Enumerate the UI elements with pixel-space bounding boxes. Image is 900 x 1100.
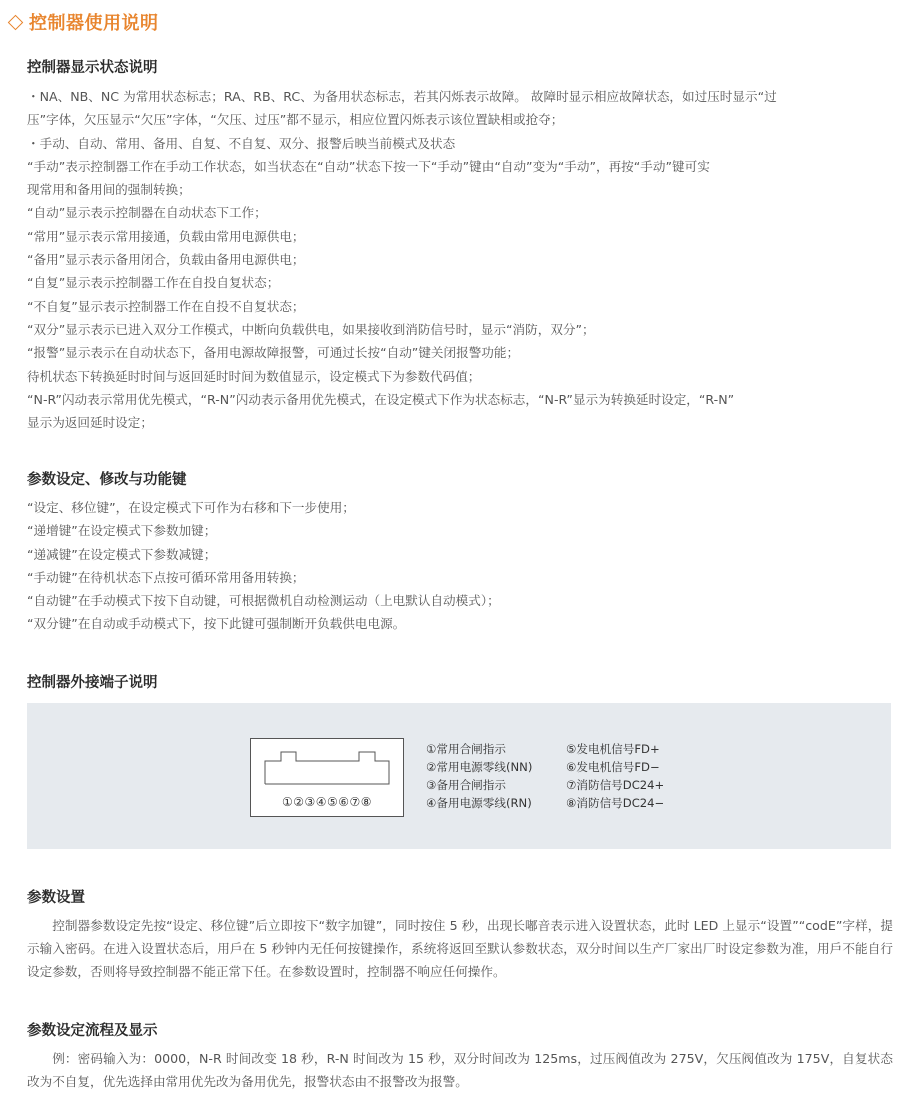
text-line: “手动”表示控制器工作在手动工作状态，如当状态在“自动”状态下按一下“手动”键由“自动”变为“手动”，再按“手动”键可实 (27, 158, 710, 174)
text-line: “不自复”显示表示控制器工作在自投不自复状态； (27, 298, 305, 314)
text-line: 现常用和备用间的强制转换； (27, 182, 191, 198)
text-line: “自复”显示表示控制器工作在自投自复状态； (27, 275, 280, 291)
text-line: 压”字体，欠压显示“欠压”字体，“欠压、过压”都不显示，相应位置闪烁表示该位置缺相或抢夺； (27, 112, 564, 128)
text-line: “设定、移位键”，在设定模式下可作为右移和下一步使用； (27, 500, 355, 515)
text-line: 显示为返回延时设定； (27, 415, 153, 431)
terminal-item: ⑧消防信号DC24− (566, 796, 665, 810)
param-setting-text: 控制器参数设定先按“设定、移位键”后立即按下“数字加键”，同时按住 5 秒，出现长嘟音表示进入设置状态，此时 LED 上显示“设置”“codE”字样，提示输入密码。在进入设置状态后，用戶在 5 秒钟内无任何按键操作，系统将返回至默认参数状态，双分时间以生产厂家出厂时设定参数为准，用戶不能自行设定参数，否则将导致控制器不能正常下任。在参数设置时，控制器不响应任何操作。 (27, 918, 893, 979)
page-title: 控制器使用说明 (29, 13, 159, 34)
text-line: “自动”显示表示控制器在自动状态下工作； (27, 205, 267, 221)
text-line: 待机状态下转换延时时间与返回延时时间为数值显示，设定模式下为参数代码值； (27, 368, 481, 384)
terminals-heading: 控制器外接端子说明 (27, 675, 158, 691)
display-status-heading: 控制器显示状态说明 (27, 60, 158, 76)
text-line: “递增键”在设定模式下参数加键； (27, 523, 217, 539)
terminal-pin-numbers: ①②③④⑤⑥⑦⑧ (281, 795, 373, 809)
param-flow-heading: 参数设定流程及显示 (27, 1023, 158, 1039)
text-line: “双分键”在自动或手动模式下，按下此键可强制断开负载供电电源。 (27, 616, 406, 632)
text-line: “自动键”在手动模式下按下自动键，可根据微机自动检测运动（上电默认自动模式）； (27, 593, 500, 609)
param-flow-text: 例：密码输入为：0000，N-R 时间改变 18 秒，R-N 时间改为 15 秒，双分时间改为 125ms，过压阀值改为 275V，欠压阀值改为 175V，自复状态改为不自复，优先选择由常用优先改为备用优先，报警状态由不报警改为报警。 (27, 1051, 893, 1089)
terminal-item: ⑥发电机信号FD− (566, 760, 660, 774)
terminal-item: ⑤发电机信号FD+ (566, 742, 660, 756)
text-line: “报警”显示表示在自动状态下，备用电源故障报警，可通过长按“自动”键关闭报警功能； (27, 345, 520, 361)
terminal-item: ⑦消防信号DC24+ (566, 778, 665, 792)
text-line: ・NA、NB、NC 为常用状态标志；RA、RB、RC、为备用状态标志，若其闪烁表示故障。 故障时显示相应故障状态，如过压时显示“过 (27, 89, 777, 104)
text-line: “N-R”闪动表示常用优先模式，“R-N”闪动表示备用优先模式，在设定模式下作为状态标志，“N-R”显示为转换延时设定，“R-N” (27, 391, 735, 407)
terminal-list-left (426, 740, 532, 812)
function-keys-heading: 参数设定、修改与功能键 (27, 472, 187, 488)
page-title-row (6, 8, 159, 36)
terminal-list-right (566, 740, 664, 812)
param-setting-heading: 参数设置 (27, 890, 85, 906)
terminal-item: ④备用电源零线(RN) (426, 796, 532, 810)
function-keys-lines (27, 496, 893, 636)
terminal-item: ①常用合闸指示 (426, 742, 506, 756)
text-line: “递减键”在设定模式下参数减键； (27, 546, 217, 562)
text-line: “备用”显示表示备用闭合，负载由备用电源供电； (27, 252, 305, 268)
diamond-icon (8, 14, 24, 30)
text-line: ・手动、自动、常用、备用、自复、不自复、双分、报警后映当前模式及状态 (27, 135, 456, 151)
terminal-item: ③备用合闸指示 (426, 778, 506, 792)
text-line: “手动键”在待机状态下点按可循环常用备用转换； (27, 569, 305, 585)
display-status-lines (27, 85, 893, 434)
terminal-item: ②常用电源零线(NN) (426, 760, 533, 774)
text-line: “双分”显示表示已进入双分工作模式，中断向负载供电，如果接收到消防信号时，显示“消防，双分”； (27, 321, 595, 337)
text-line: “常用”显示表示常用接通，负载由常用电源供电； (27, 228, 305, 244)
